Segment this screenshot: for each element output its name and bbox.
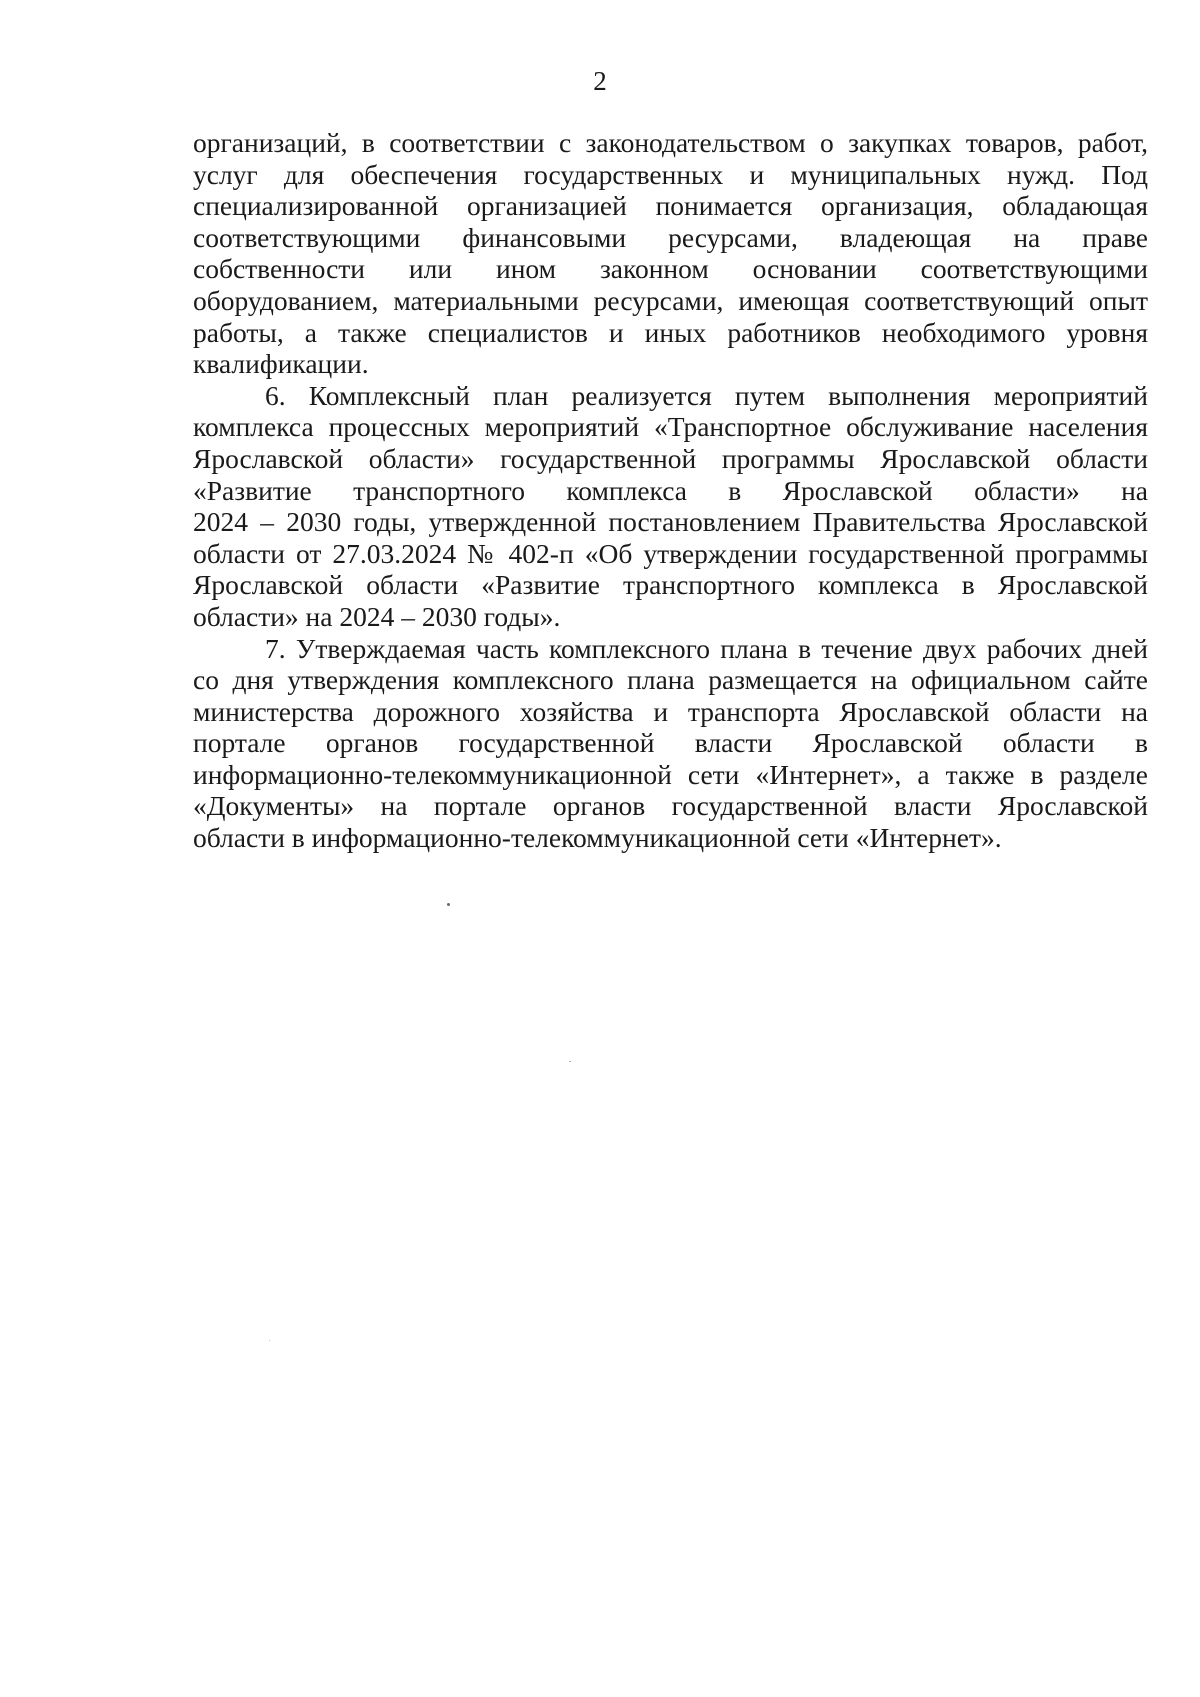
text-line: работы, а также специалистов и иных работников необходимого уровня <box>193 316 1148 348</box>
text-line: собственности или ином законном основании соответствующими <box>193 253 1148 285</box>
text-line: оборудованием, материальными ресурсами, имеющая соответствующий опыт <box>193 284 1148 316</box>
text-line: 2024 – 2030 годы, утвержденной постановлением Правительства Ярославской <box>193 506 1148 538</box>
text-line: Ярославской области «Развитие транспортного комплекса в Ярославской <box>193 569 1148 601</box>
text-line: квалификации. <box>193 348 369 380</box>
text-line: соответствующими финансовыми ресурсами, владеющая на праве <box>193 221 1148 253</box>
text-line: комплекса процессных мероприятий «Транспортное обслуживание населения <box>193 411 1148 443</box>
text-line: «Развитие транспортного комплекса в Ярославской области» на <box>193 474 1148 506</box>
scan-speck <box>569 1061 571 1062</box>
text-line: министерства дорожного хозяйства и транспорта Ярославской области на <box>193 695 1148 727</box>
paragraph-7 <box>193 633 1148 854</box>
text-line: специализированной организацией понимается организация, обладающая <box>193 190 1148 222</box>
scan-speck <box>447 903 450 906</box>
text-line: области» на 2024 – 2030 годы». <box>193 600 561 632</box>
document-body <box>193 127 1148 854</box>
scan-speck <box>269 1340 270 1341</box>
page-number: 2 <box>593 66 607 96</box>
text-line: «Документы» на портале органов государственной власти Ярославской <box>193 790 1148 822</box>
text-line: 6. Комплексный план реализуется путем выполнения мероприятий <box>265 379 1148 411</box>
text-line: со дня утверждения комплексного плана размещается на официальном сайте <box>193 664 1148 696</box>
paragraph-6 <box>193 380 1148 633</box>
text-line: организаций, в соответствии с законодательством о закупках товаров, работ, <box>193 127 1148 158</box>
text-line: услуг для обеспечения государственных и муниципальных нужд. Под <box>193 158 1148 190</box>
text-line: Ярославской области» государственной программы Ярославской области <box>193 442 1148 474</box>
paragraph-5-continuation <box>193 127 1148 380</box>
text-line: области в информационно-телекоммуникационной сети «Интернет». <box>193 822 1002 854</box>
text-line: 7. Утверждаемая часть комплексного плана в течение двух рабочих дней <box>265 632 1148 664</box>
text-line: информационно-телекоммуникационной сети «Интернет», а также в разделе <box>193 758 1148 790</box>
text-line: портале органов государственной власти Ярославской области в <box>193 727 1148 759</box>
text-line: области от 27.03.2024 № 402-п «Об утверждении государственной программы <box>193 537 1148 569</box>
